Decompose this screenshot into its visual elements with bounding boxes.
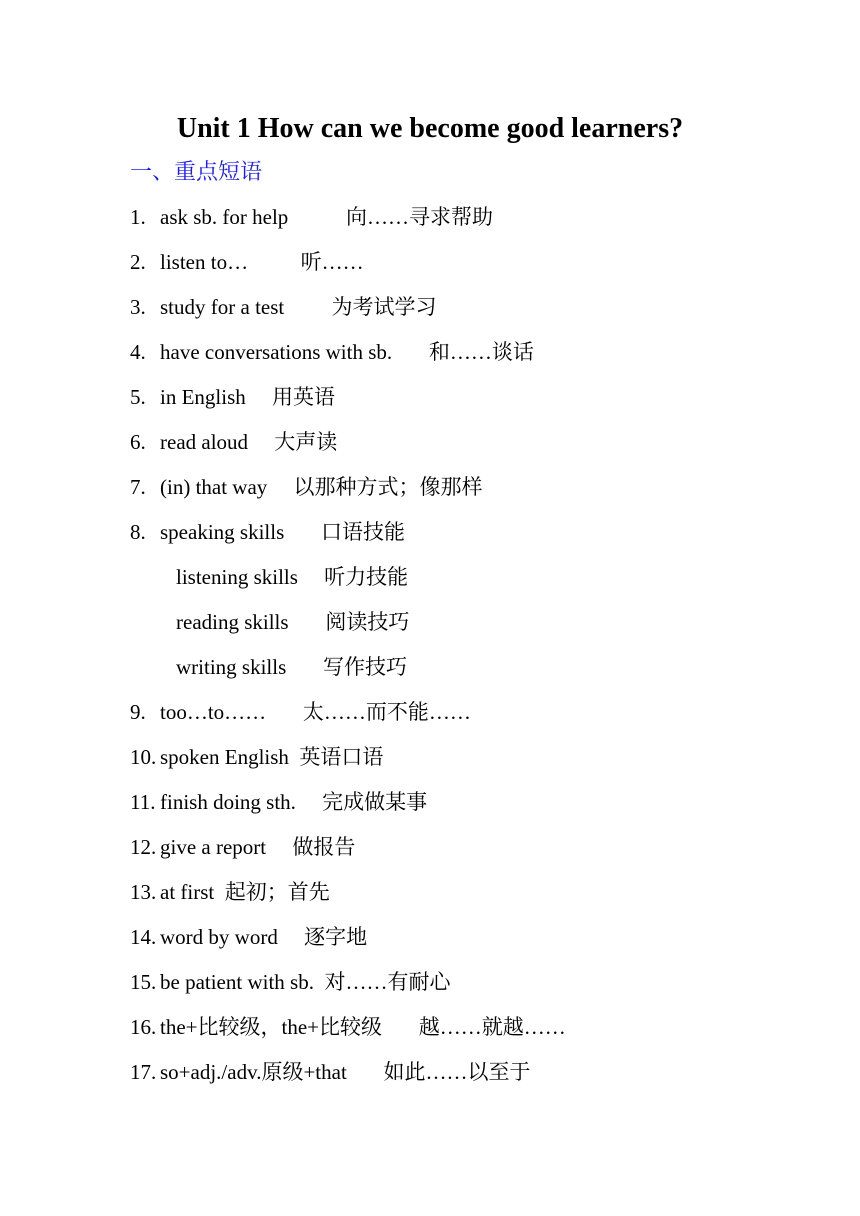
item-number: 12. <box>130 835 157 859</box>
item-number: 3. <box>130 295 146 319</box>
item-number: 11. <box>130 790 156 814</box>
list-item <box>0 690 860 735</box>
phrase-text: at first 起初；首先 <box>160 880 330 904</box>
phrase-text: ask sb. for help 向……寻求帮助 <box>160 205 494 229</box>
phrase-text: in English 用英语 <box>160 385 336 409</box>
list-item <box>0 555 860 600</box>
phrase-text: (in) that way 以那种方式；像那样 <box>160 475 483 499</box>
list-item <box>0 240 860 285</box>
item-number: 7. <box>130 475 146 499</box>
phrase-text: give a report 做报告 <box>160 835 356 859</box>
list-item <box>0 465 860 510</box>
item-number: 1. <box>130 205 146 229</box>
item-number: 5. <box>130 385 146 409</box>
list-item <box>0 870 860 915</box>
list-item <box>0 825 860 870</box>
list-item <box>0 960 860 1005</box>
phrase-text: reading skills 阅读技巧 <box>176 610 410 634</box>
list-item <box>0 915 860 960</box>
page-title: Unit 1 How can we become good learners? <box>176 113 684 144</box>
section-heading: 一、重点短语 <box>130 159 263 184</box>
item-number: 14. <box>130 925 157 949</box>
phrase-text: have conversations with sb. 和……谈话 <box>160 340 534 364</box>
phrase-text: finish doing sth. 完成做某事 <box>160 790 428 814</box>
list-item <box>0 780 860 825</box>
item-number: 9. <box>130 700 146 724</box>
phrase-text: study for a test 为考试学习 <box>160 295 437 319</box>
phrase-text: listening skills 听力技能 <box>176 565 409 589</box>
phrase-text: so+adj./adv.原级+that 如此……以至于 <box>160 1060 531 1084</box>
item-number: 6. <box>130 430 146 454</box>
phrase-text: the+比较级，the+比较级 越……就越…… <box>160 1015 566 1039</box>
list-item <box>0 375 860 420</box>
phrase-text: read aloud 大声读 <box>160 430 338 454</box>
phrase-text: writing skills 写作技巧 <box>176 655 408 679</box>
item-number: 8. <box>130 520 146 544</box>
item-number: 10. <box>130 745 157 769</box>
list-item <box>0 1050 860 1095</box>
item-number: 15. <box>130 970 157 994</box>
list-item <box>0 735 860 780</box>
item-number: 16. <box>130 1015 157 1039</box>
list-item <box>0 1005 860 1050</box>
list-item <box>0 645 860 690</box>
phrase-text: too…to…… 太……而不能…… <box>160 700 471 724</box>
phrase-text: listen to… 听…… <box>160 250 364 274</box>
item-number: 2. <box>130 250 146 274</box>
item-number: 13. <box>130 880 157 904</box>
list-item <box>0 195 860 240</box>
list-item <box>0 330 860 375</box>
phrase-text: word by word 逐字地 <box>160 925 368 949</box>
list-item <box>0 285 860 330</box>
item-number: 17. <box>130 1060 157 1084</box>
phrase-text: spoken English 英语口语 <box>160 745 384 769</box>
list-item <box>0 600 860 645</box>
phrase-list <box>0 195 860 1095</box>
list-item <box>0 510 860 555</box>
phrase-text: speaking skills 口语技能 <box>160 520 405 544</box>
phrase-text: be patient with sb. 对……有耐心 <box>160 970 451 994</box>
list-item <box>0 420 860 465</box>
item-number: 4. <box>130 340 146 364</box>
